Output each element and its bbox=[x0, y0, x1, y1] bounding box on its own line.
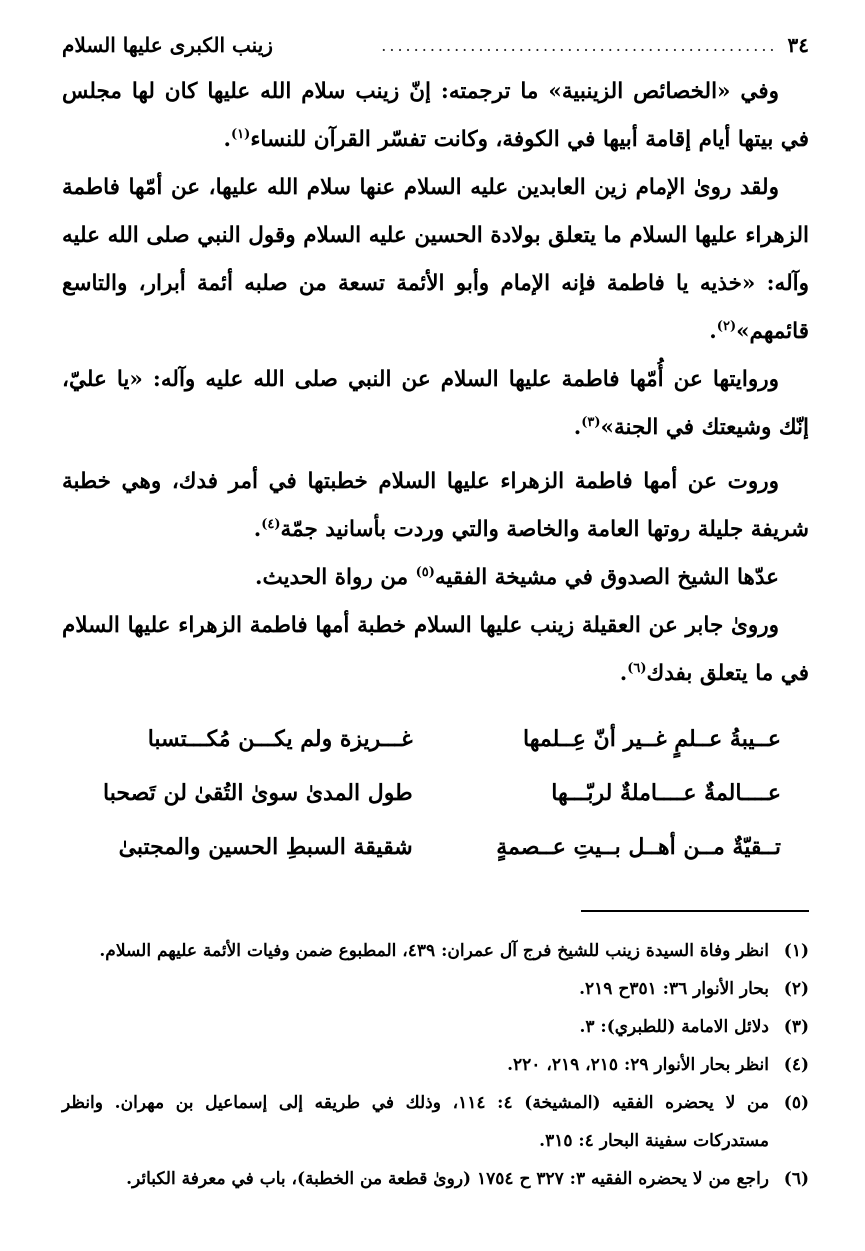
verse-first-hemistich: تــقيّةٌ مــن أهــل بــيتِ عــصمةٍ bbox=[496, 834, 781, 860]
footnote-number: (٢) bbox=[783, 979, 809, 999]
footnote-number: (٦) bbox=[783, 1169, 809, 1189]
footnote-text: دلائل الامامة (للطبري): ٣. bbox=[579, 1017, 769, 1037]
footnote-text: من لا يحضره الفقيه (المشيخة) ٤: ١١٤، وذلك في طريقه إلى إسماعيل بن مهران. وانظر مستدركات سفينة البحار ٤: ٣١٥. bbox=[62, 1093, 769, 1151]
verse-second-hemistich: غـــريزة ولم يكـــن مُكـــتسبا bbox=[147, 726, 413, 752]
footnote bbox=[62, 1084, 809, 1160]
footnote-marker: (٤) bbox=[261, 516, 281, 532]
footnote bbox=[62, 932, 809, 970]
running-title: زينب الكبرى عليها السلام bbox=[62, 33, 273, 57]
footnote-text: راجع من لا يحضره الفقيه ٣: ٣٢٧ ح ١٧٥٤ (روىٰ قطعة من الخطبة)، باب في معرفة الكبائر. bbox=[126, 1169, 769, 1189]
paragraph: وروت عن أمها فاطمة الزهراء عليها السلام خطبتها في أمر فدك، وهي خطبة شريفة جليلة روتها العامة والخاصة والتي وردت بأسانيد جمّة$^{(٤)}$. bbox=[62, 469, 809, 542]
paragraph: وروىٰ جابر عن العقيلة زينب عليها السلام خطبة أمها فاطمة الزهراء عليها السلام في ما يتعلق بفدك$^{(٦)}$. bbox=[62, 613, 809, 686]
verse-first-hemistich: عــــالمةٌ عــــاملةٌ لربّـــها bbox=[551, 780, 781, 806]
paragraph: وفي «الخصائص الزينبية» ما ترجمته: إنّ زينب سلام الله عليها كان لها مجلس في بيتها أيام إقامة أبيها في الكوفة، وكانت تفسّر القرآن للنساء$^{(١)}$. bbox=[62, 79, 809, 152]
footnote-number: (٥) bbox=[783, 1093, 809, 1113]
footnote-marker: (٦) bbox=[627, 660, 647, 676]
footnote-marker: (٢) bbox=[716, 318, 737, 334]
poem-verse bbox=[62, 820, 809, 874]
footnote-number: (٤) bbox=[783, 1055, 809, 1075]
verse-second-hemistich: شقيقة السبطِ الحسين والمجتبىٰ bbox=[118, 834, 413, 860]
footnote-marker: (٣) bbox=[581, 414, 601, 430]
footnote-number: (٣) bbox=[783, 1017, 809, 1037]
footnotes bbox=[62, 932, 809, 1198]
footnote-marker: (٥) bbox=[415, 564, 435, 580]
footnote-text: انظر بحار الأنوار ٢٩: ٢١٥، ٢١٩، ٢٢٠. bbox=[507, 1055, 769, 1075]
footnote bbox=[62, 1046, 809, 1084]
footnote-number: (١) bbox=[783, 941, 809, 961]
footnote-text: انظر وفاة السيدة زينب للشيخ فرج آل عمران: ٤٣٩، المطبوع ضمن وفيات الأئمة عليهم السلام. bbox=[99, 941, 769, 961]
poem-verse bbox=[62, 766, 809, 820]
paragraph: عدّها الشيخ الصدوق في مشيخة الفقيه$^{(٥)}$ من رواة الحديث. bbox=[254, 564, 779, 590]
paragraph: وروايتها عن أُمّها فاطمة عليها السلام عن النبي صلى الله عليه وآله: «يا عليّ، إنّك وشيعتك في الجنة»$^{(٣)}$. bbox=[62, 367, 809, 440]
page-number: ٣٤ bbox=[787, 33, 809, 57]
footnote bbox=[62, 970, 809, 1008]
poem bbox=[62, 712, 809, 874]
running-head bbox=[62, 28, 809, 62]
footnote-separator bbox=[581, 910, 809, 912]
footnote-marker: (١) bbox=[231, 126, 251, 142]
paragraph: ولقد روىٰ الإمام زين العابدين عليه السلام عنها سلام الله عليها، عن أمّها فاطمة الزهراء عليها السلام ما يتعلق بولادة الحسين عليه السلام وقول النبي صلى الله عليه وآله: «خذيه يا فاطمة فإنه الإمام وأبو الأئمة تسعة من صلبه أئمة أبرار، والتاسع قائمهم»$^{(٢)}$. bbox=[62, 175, 809, 344]
footnote bbox=[62, 1008, 809, 1046]
footnote bbox=[62, 1160, 809, 1198]
leader-dots: ................................................. bbox=[381, 35, 778, 55]
verse-first-hemistich: عــيبةُ عــلمٍ غــير أنّ عِــلمها bbox=[523, 726, 781, 752]
footnote-text: بحار الأنوار ٣٦: ٣٥١ح ٢١٩. bbox=[579, 979, 769, 999]
poem-verse bbox=[62, 712, 809, 766]
main-text bbox=[62, 68, 809, 698]
verse-second-hemistich: طول المدىٰ سوىٰ التُقىٰ لن تَصحبا bbox=[103, 780, 413, 806]
